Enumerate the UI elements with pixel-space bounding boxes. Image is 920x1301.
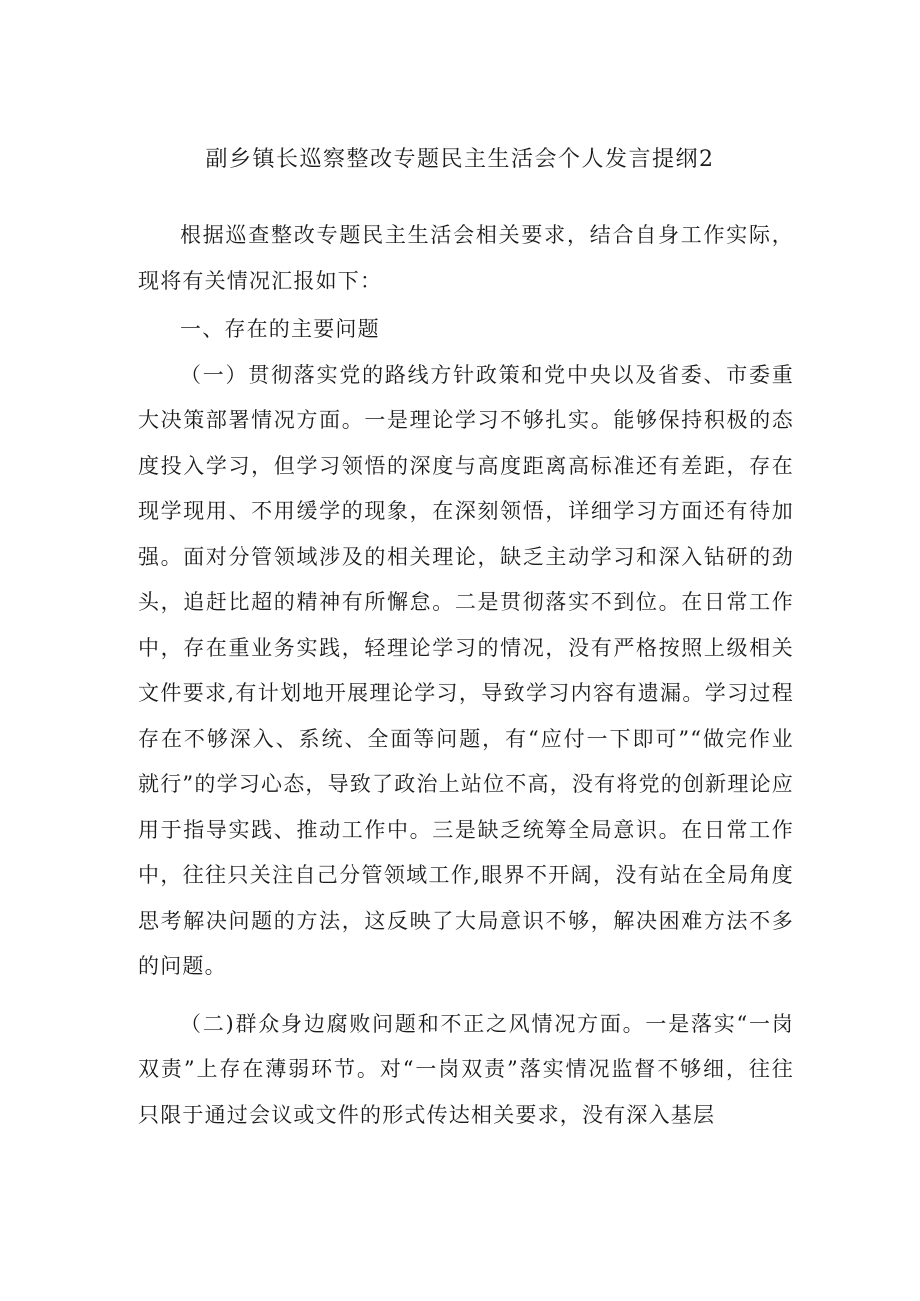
intro-paragraph: 根据巡查整改专题民主生活会相关要求，结合自身工作实际，现将有关情况汇报如下： (138, 223, 794, 293)
document-body (138, 213, 794, 1138)
document-title: 副乡镇长巡察整改专题民主生活会个人发言提纲2 (205, 147, 715, 172)
section-heading: 一、存在的主要问题 (180, 317, 380, 341)
subsection-paragraph-1: （一）贯彻落实党的路线方针政策和党中央以及省委、市委重大决策部署情况方面。一是理论学习不够扎实。能够保持积极的态度投入学习，但学习领悟的深度与高度距离高标准还有差距，存在现学现用、不用缓学的现象，在深刻领悟，详细学习方面还有待加强。面对分管领域涉及的相关理论，缺乏主动学习和深入钻研的劲头，追赶比超的精神有所懈怠。二是贯彻落实不到位。在日常工作中，存在重业务实践，轻理论学习的情况，没有严格按照上级相关文件要求,有计划地开展理论学习，导致学习内容有遗漏。学习过程存在不够深入、系统、全面等问题，有“应付一下即可”“做完作业就行”的学习心态，导致了政治上站位不高，没有将党的创新理论应用于指导实践、推动工作中。三是缺乏统筹全局意识。在日常工作中，往往只关注自己分管领域工作,眼界不开阔，没有站在全局角度思考解决问题的方法，这反映了大局意识不够，解决困难方法不多的问题。 (138, 362, 794, 978)
subsection-paragraph-2: （二)群众身边腐败问题和不正之风情况方面。一是落实“一岗双责”上存在薄弱环节。对“一岗双责”落实情况监督不够细，往往只限于通过会议或文件的形式传达相关要求，没有深入基层 (138, 1011, 794, 1127)
